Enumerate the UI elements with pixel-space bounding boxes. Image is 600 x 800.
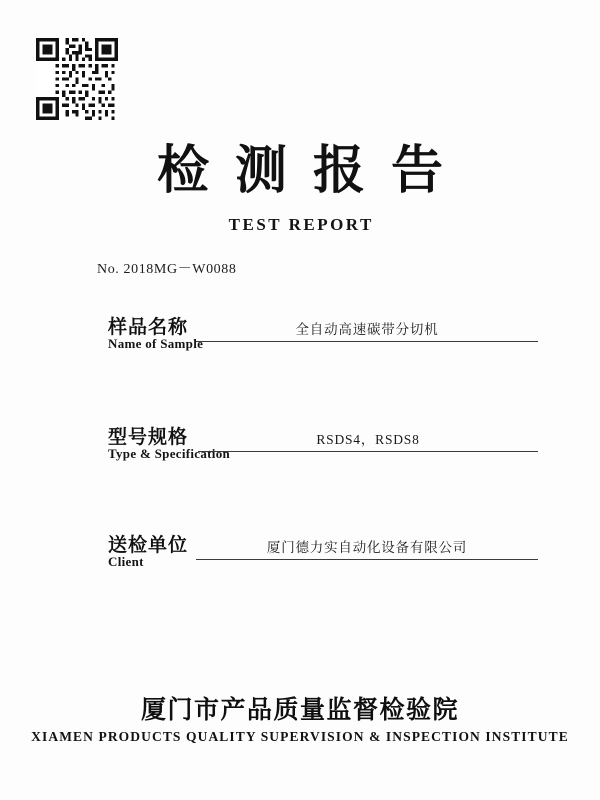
field-type-specification — [108, 422, 538, 474]
field-label-zh: 送检单位 — [108, 535, 189, 556]
field-value-underline — [198, 429, 538, 452]
field-value: RSDS4，RSDS8 — [316, 432, 420, 447]
report-number: No. 2018MG－W0088 — [97, 262, 237, 277]
field-client — [108, 530, 538, 582]
field-value-underline — [196, 537, 538, 560]
field-label-en: Client — [108, 554, 144, 569]
qr-code — [36, 38, 118, 120]
institute-name-zh: 厦门市产品质量监督检验院 — [140, 697, 459, 724]
field-name-of-sample — [108, 312, 538, 364]
page-title-zh: 检测报告 — [156, 143, 469, 200]
field-label-en: Type & Specification — [108, 446, 231, 461]
field-label-en: Name of Sample — [108, 336, 204, 351]
field-value: 全自动高速碳带分切机 — [295, 322, 439, 337]
field-label-zh: 型号规格 — [108, 427, 189, 448]
field-value: 厦门德力实自动化设备有限公司 — [266, 540, 468, 555]
field-label-zh: 样品名称 — [108, 317, 189, 338]
page-title-en: TEST REPORT — [228, 215, 374, 234]
institute-name-en: XIAMEN PRODUCTS QUALITY SUPERVISION & INSPECTION INSTITUTE — [31, 729, 569, 744]
field-value-underline — [196, 319, 538, 342]
